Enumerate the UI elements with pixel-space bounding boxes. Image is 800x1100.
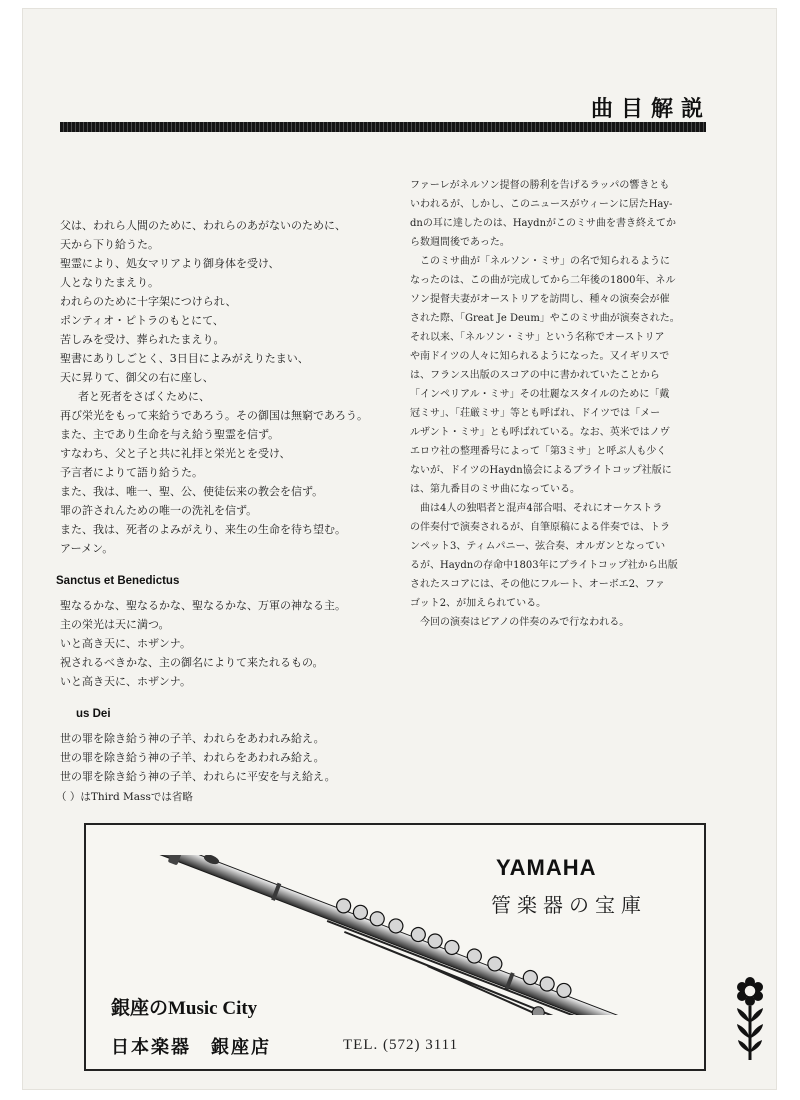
agnus-line: 世の罪を除き給う神の子羊、われらをあわれみ給え。 [60, 751, 325, 764]
commentary-column [410, 176, 715, 632]
commentary-line: された際、「Great Je Deum」やこのミサ曲が演奏された。 [410, 313, 680, 324]
flower-icon [734, 976, 766, 1060]
commentary-line: なったのは、この曲が完成してから二年後の1800年、ネル [410, 275, 676, 286]
commentary-line: エロウ社の整理番号によって「第3ミサ」と呼ぶ人も少く [410, 446, 667, 457]
credo-line: ポンティオ・ピトラのもとにて、 [60, 314, 224, 327]
credo-line: 天から下り給うた。 [60, 238, 159, 251]
section-title: 曲目解説 [590, 97, 711, 122]
sanctus-line: いと高き天に、ホザンナ。 [60, 675, 192, 688]
commentary-line: ゴット2、が加えられている。 [410, 598, 547, 609]
credo-line: 予言者によりて語り給うた。 [60, 466, 203, 479]
sanctus-line: いと高き天に、ホザンナ。 [60, 637, 192, 650]
credo-line: また、我は、死者のよみがえり、来生の生命を待ち望む。 [60, 523, 346, 536]
commentary-line: 冠ミサ」、「荘厳ミサ」等とも呼ばれ、ドイツでは「メー [410, 408, 661, 419]
brand-name: YAMAHA [496, 855, 597, 880]
credo-line: 再び栄光をもって来給うであろう。その御国は無窮であろう。 [60, 409, 368, 422]
agnus-line: 世の罪を除き給う神の子羊、われらに平安を与え給え。 [60, 770, 336, 783]
credo-line: 者と死者をさばくために、 [78, 390, 210, 403]
yamaha-advertisement [84, 823, 706, 1071]
credo-line: 聖書にありしごとく、3日目によみがえりたまい、 [60, 352, 309, 365]
commentary-line: ルザント・ミサ」とも呼ばれている。なお、英米ではノヴ [410, 427, 670, 438]
commentary-line: ファーレがネルソン提督の勝利を告げるラッパの響きとも [410, 180, 670, 191]
credo-line: 人となりたまえり。 [60, 276, 159, 289]
credo-line: また、主であり生命を与え給う聖霊を信ず。 [60, 428, 280, 441]
commentary-line: dnの耳に達したのは、Haydnがこのミサ曲を書き終えてか [410, 218, 677, 229]
commentary-line: 今回の演奏はピアノの伴奏のみで行なわれる。 [410, 617, 630, 628]
commentary-line: は、フランス出版のスコアの中に書かれていたことから [410, 370, 660, 381]
commentary-line: ソン提督夫妻がオーストリアを訪問し、種々の演奏会が催 [410, 294, 670, 305]
store-logo: 銀座のMusic City [111, 998, 258, 1019]
commentary-line: ら数週間後であった。 [410, 237, 510, 248]
credo-line: 罪の許されんための唯一の洗礼を信ず。 [60, 504, 258, 517]
store-telephone: TEL. (572) 3111 [343, 1037, 459, 1053]
commentary-line: は、第九番目のミサ曲になっている。 [410, 484, 580, 495]
commentary-line: されたスコアには、その他にフルート、オーボエ2、ファ [410, 579, 665, 590]
credo-line: 聖霊により、処女マリアより御身体を受け、 [60, 257, 280, 270]
ad-tagline: 管楽器の宝庫 [491, 893, 647, 917]
credo-line: 苦しみを受け、葬られたまえり。 [60, 333, 225, 346]
agnus-line: 世の罪を除き給う神の子羊、われらをあわれみ給え。 [60, 732, 325, 745]
credo-line: 天に昇りて、御父の右に座し、 [60, 371, 214, 384]
sanctus-line: 聖なるかな、聖なるかな、聖なるかな、万軍の神なる主。 [60, 599, 346, 612]
sanctus-heading: Sanctus et Benedictus [56, 575, 180, 587]
credo-block [56, 216, 386, 558]
commentary-line: や南ドイツの人々に知られるようになった。又イギリスで [410, 351, 670, 362]
store-name: 日本楽器 銀座店 [111, 1037, 271, 1058]
commentary-line: それ以来、「ネルソン・ミサ」という名称でオーストリア [410, 332, 665, 343]
commentary-line: 曲は4人の独唱者と混声4部合唱、それにオーケストラ [410, 503, 663, 514]
sanctus-line: 祝されるべきかな、主の御名によりて来たれるもの。 [60, 656, 324, 669]
commentary-line: いわれるが、しかし、このニュースがウィーンに居たHay- [410, 199, 673, 210]
commentary-line: ンペット3、ティムパニー、弦合奏、オルガンとなってい [410, 541, 666, 552]
program-page [22, 8, 777, 1090]
commentary-line: 「インペリアル・ミサ」その壮麗なスタイルのために「戴 [410, 389, 670, 400]
commentary-line: るが、Haydnの存命中1803年にブライトコップ社から出版 [410, 560, 678, 571]
credo-line: アーメン。 [60, 542, 114, 555]
credo-line: すなわち、父と子と共に礼拝と栄光とを受け、 [60, 447, 291, 460]
credo-line: また、我は、唯一、聖、公、使徒伝来の教会を信ず。 [60, 485, 324, 498]
agnus-block [56, 729, 386, 786]
credo-line: われらのために十字架につけられ、 [60, 295, 237, 308]
commentary-line: このミサ曲が「ネルソン・ミサ」の名で知られるように [410, 256, 670, 267]
commentary-line: ないが、ドイツのHaydn協会によるブライトコップ社版に [410, 465, 672, 476]
mass-text-column [56, 216, 386, 808]
sanctus-line: 主の栄光は天に満つ。 [60, 618, 170, 631]
sanctus-block [56, 596, 386, 691]
title-rule [60, 122, 706, 132]
commentary-line: の伴奏付で演奏されるが、自筆原稿による伴奏では、トラ [410, 522, 670, 533]
footnote: （ ）はThird Massでは省略 [56, 791, 193, 803]
credo-line: 父は、われら人間のために、われらのあがないのために、 [60, 219, 346, 232]
agnus-heading: us Dei [76, 708, 111, 720]
